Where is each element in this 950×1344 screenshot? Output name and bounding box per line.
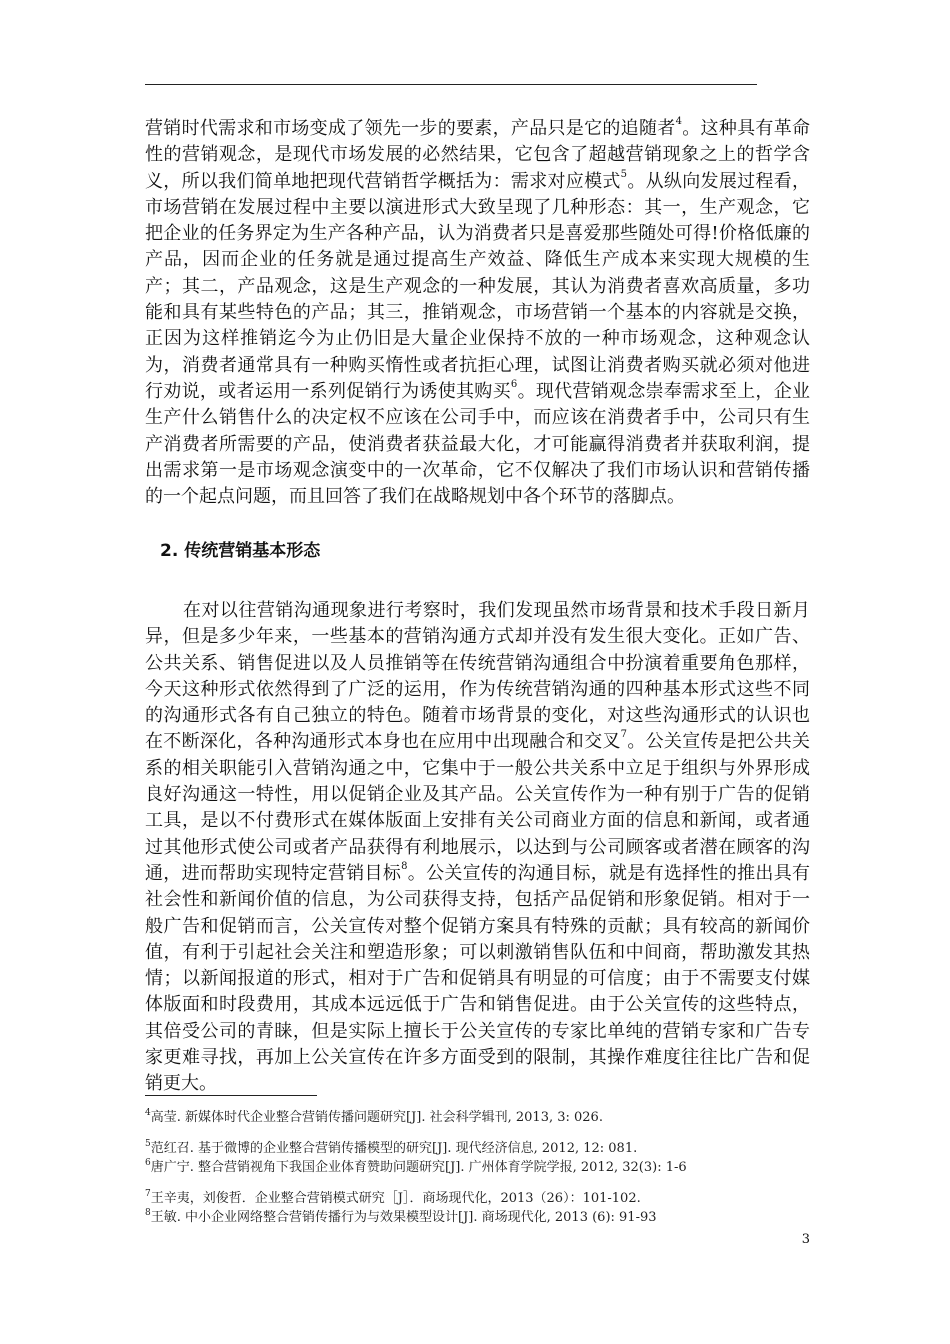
- section-heading: 2. 传统营销基本形态: [160, 541, 321, 561]
- footnote-text: 范红召. 基于微博的企业整合营销传播模型的研究[J]. 现代经济信息, 2012, 12: 081.: [150, 1141, 638, 1156]
- footnote-text: 高莹. 新媒体时代企业整合营销传播问题研究[J]. 社会科学辑刊, 2013, 3: 026.: [150, 1110, 603, 1125]
- paragraph-text: 。这种具有革命性的营销观念，是现代市场发展的必然结果，它包含了超越营销现象之上的哲学含义，所以我们简单地把现代营销哲学概括为：需求对应模式: [145, 118, 811, 192]
- header-rule: [145, 84, 757, 85]
- footnote-ref-7[interactable]: 7: [620, 729, 628, 741]
- footnote-ref-5[interactable]: 5: [620, 168, 628, 180]
- footnote-6: [145, 1158, 810, 1177]
- footnote-ref-8[interactable]: 8: [401, 860, 408, 872]
- footnote-number: 4: [145, 1108, 151, 1118]
- footnote-number: 8: [145, 1208, 151, 1218]
- footnote-text: 唐广宁. 整合营销视角下我国企业体育赞助问题研究[J]. 广州体育学院学报, 2012, 32(3): 1-6: [150, 1160, 687, 1175]
- footnote-text: 王辛夷，刘俊哲．企业整合营销模式研究［J］．商场现代化，2013（26）：101-102.: [150, 1191, 641, 1206]
- footnote-number: 6: [145, 1158, 151, 1168]
- paragraph-text: 在对以往营销沟通现象进行考察时，我们发现虽然市场背景和技术手段日新月异，但是多少年来，一些基本的营销沟通方式却并没有发生很大变化。正如广告、公共关系、销售促进以及人员推销等在传统营销沟通组合中扮演着重要角色那样，今天这种形式依然得到了广泛的运用，作为传统营销沟通的四种基本形式这些不同的沟通形式各有自己独立的特色。随着市场背景的变化，对这些沟通形式的认识也在不断深化，各种沟通形式本身也在应用中出现融合和交叉: [145, 600, 810, 753]
- footnote-number: 7: [145, 1189, 151, 1199]
- paragraph-text: 。从纵向发展过程看，市场营销在发展过程中主要以演进形式大致呈现了几种形态：其一，生产观念，它把企业的任务界定为生产各种产品，认为消费者只是喜爱那些随处可得!价格低廉的产品，因而企业的任务就是通过提高生产效益、降低生产成本来实现大规模的生产；其二，产品观念，这是生产观念的一种发展，其认为消费者喜欢高质量，多功能和具有某些特色的产品；其三，推销观念，市场营销一个基本的内容就是交换，正因为这样推销迄今为止仍旧是大量企业保持不放的一种市场观念，这种观念认为，消费者通常具有一种购买惰性或者抗拒心理，试图让消费者购买就必须对他进行劝说，或者运用一系列促销行为诱使其购买: [145, 170, 810, 402]
- paragraph-text: 。公关宣传的沟通目标，就是有选择性的推出具有社会性和新闻价值的信息，为公司获得支持，包括产品促销和形象促销。相对于一般广告和促销而言，公关宣传对整个促销方案具有特殊的贡献；具有较高的新闻价值，有利于引起社会关注和塑造形象；可以刺激销售队伍和中间商，帮助激发其热情；以新闻报道的形式，相对于广告和促销具有明显的可信度；由于不需要支付媒体版面和时段费用，其成本远远低于广告和销售促进。由于公关宣传的这些特点，其倍受公司的青睐，但是实际上擅长于公关宣传的专家比单纯的营销专家和广告专家更难寻找，再加上公关宣传在许多方面受到的限制，其操作难度往往比广告和促销更大。: [145, 862, 811, 1095]
- body-paragraph-1: [145, 116, 810, 510]
- footnote-ref-6[interactable]: 6: [510, 378, 518, 390]
- footnote-ref-4[interactable]: 4: [675, 116, 682, 127]
- footnote-5: [145, 1139, 810, 1158]
- footnotes: [145, 1108, 810, 1227]
- body-paragraph-2: [145, 598, 810, 1098]
- footnote-number: 5: [145, 1139, 151, 1149]
- footnote-text: 王敏. 中小企业网络整合营销传播行为与效果模型设计[J]. 商场现代化, 2013 (6): 91-93: [150, 1210, 657, 1225]
- page-number: 3: [801, 1232, 810, 1247]
- footnote-8: [145, 1208, 810, 1227]
- paragraph-text: 营销时代需求和市场变成了领先一步的要素，产品只是它的追随者: [145, 118, 676, 139]
- paragraph-text: 。现代营销观念崇奉需求至上，企业生产什么销售什么的决定权不应该在公司手中，而应该在消费者手中，公司只有生产消费者所需要的产品，使消费者获益最大化，才可能赢得消费者并获取利润，提出需求第一是市场观念演变中的一次革命，它不仅解决了我们市场认识和营销传播的一个起点问题，而且回答了我们在战略规划中各个环节的落脚点。: [145, 380, 811, 508]
- paragraph-text: 。公关宣传是把公共关系的相关职能引入营销沟通之中，它集中于一般公共关系中立足于组织与外界形成良好沟通这一特性，用以促销企业及其产品。公关宣传作为一种有别于广告的促销工具，是以不付费形式在媒体版面上安排有关公司商业方面的信息和新闻，或者通过其他形式使公司或者产品获得有利地展示，以达到与公司顾客或者潜在顾客的沟通，进而帮助实现特定营销目标: [145, 731, 810, 884]
- footnote-4: [145, 1108, 810, 1127]
- footnote-7: [145, 1189, 810, 1208]
- footnote-separator: [145, 1095, 317, 1096]
